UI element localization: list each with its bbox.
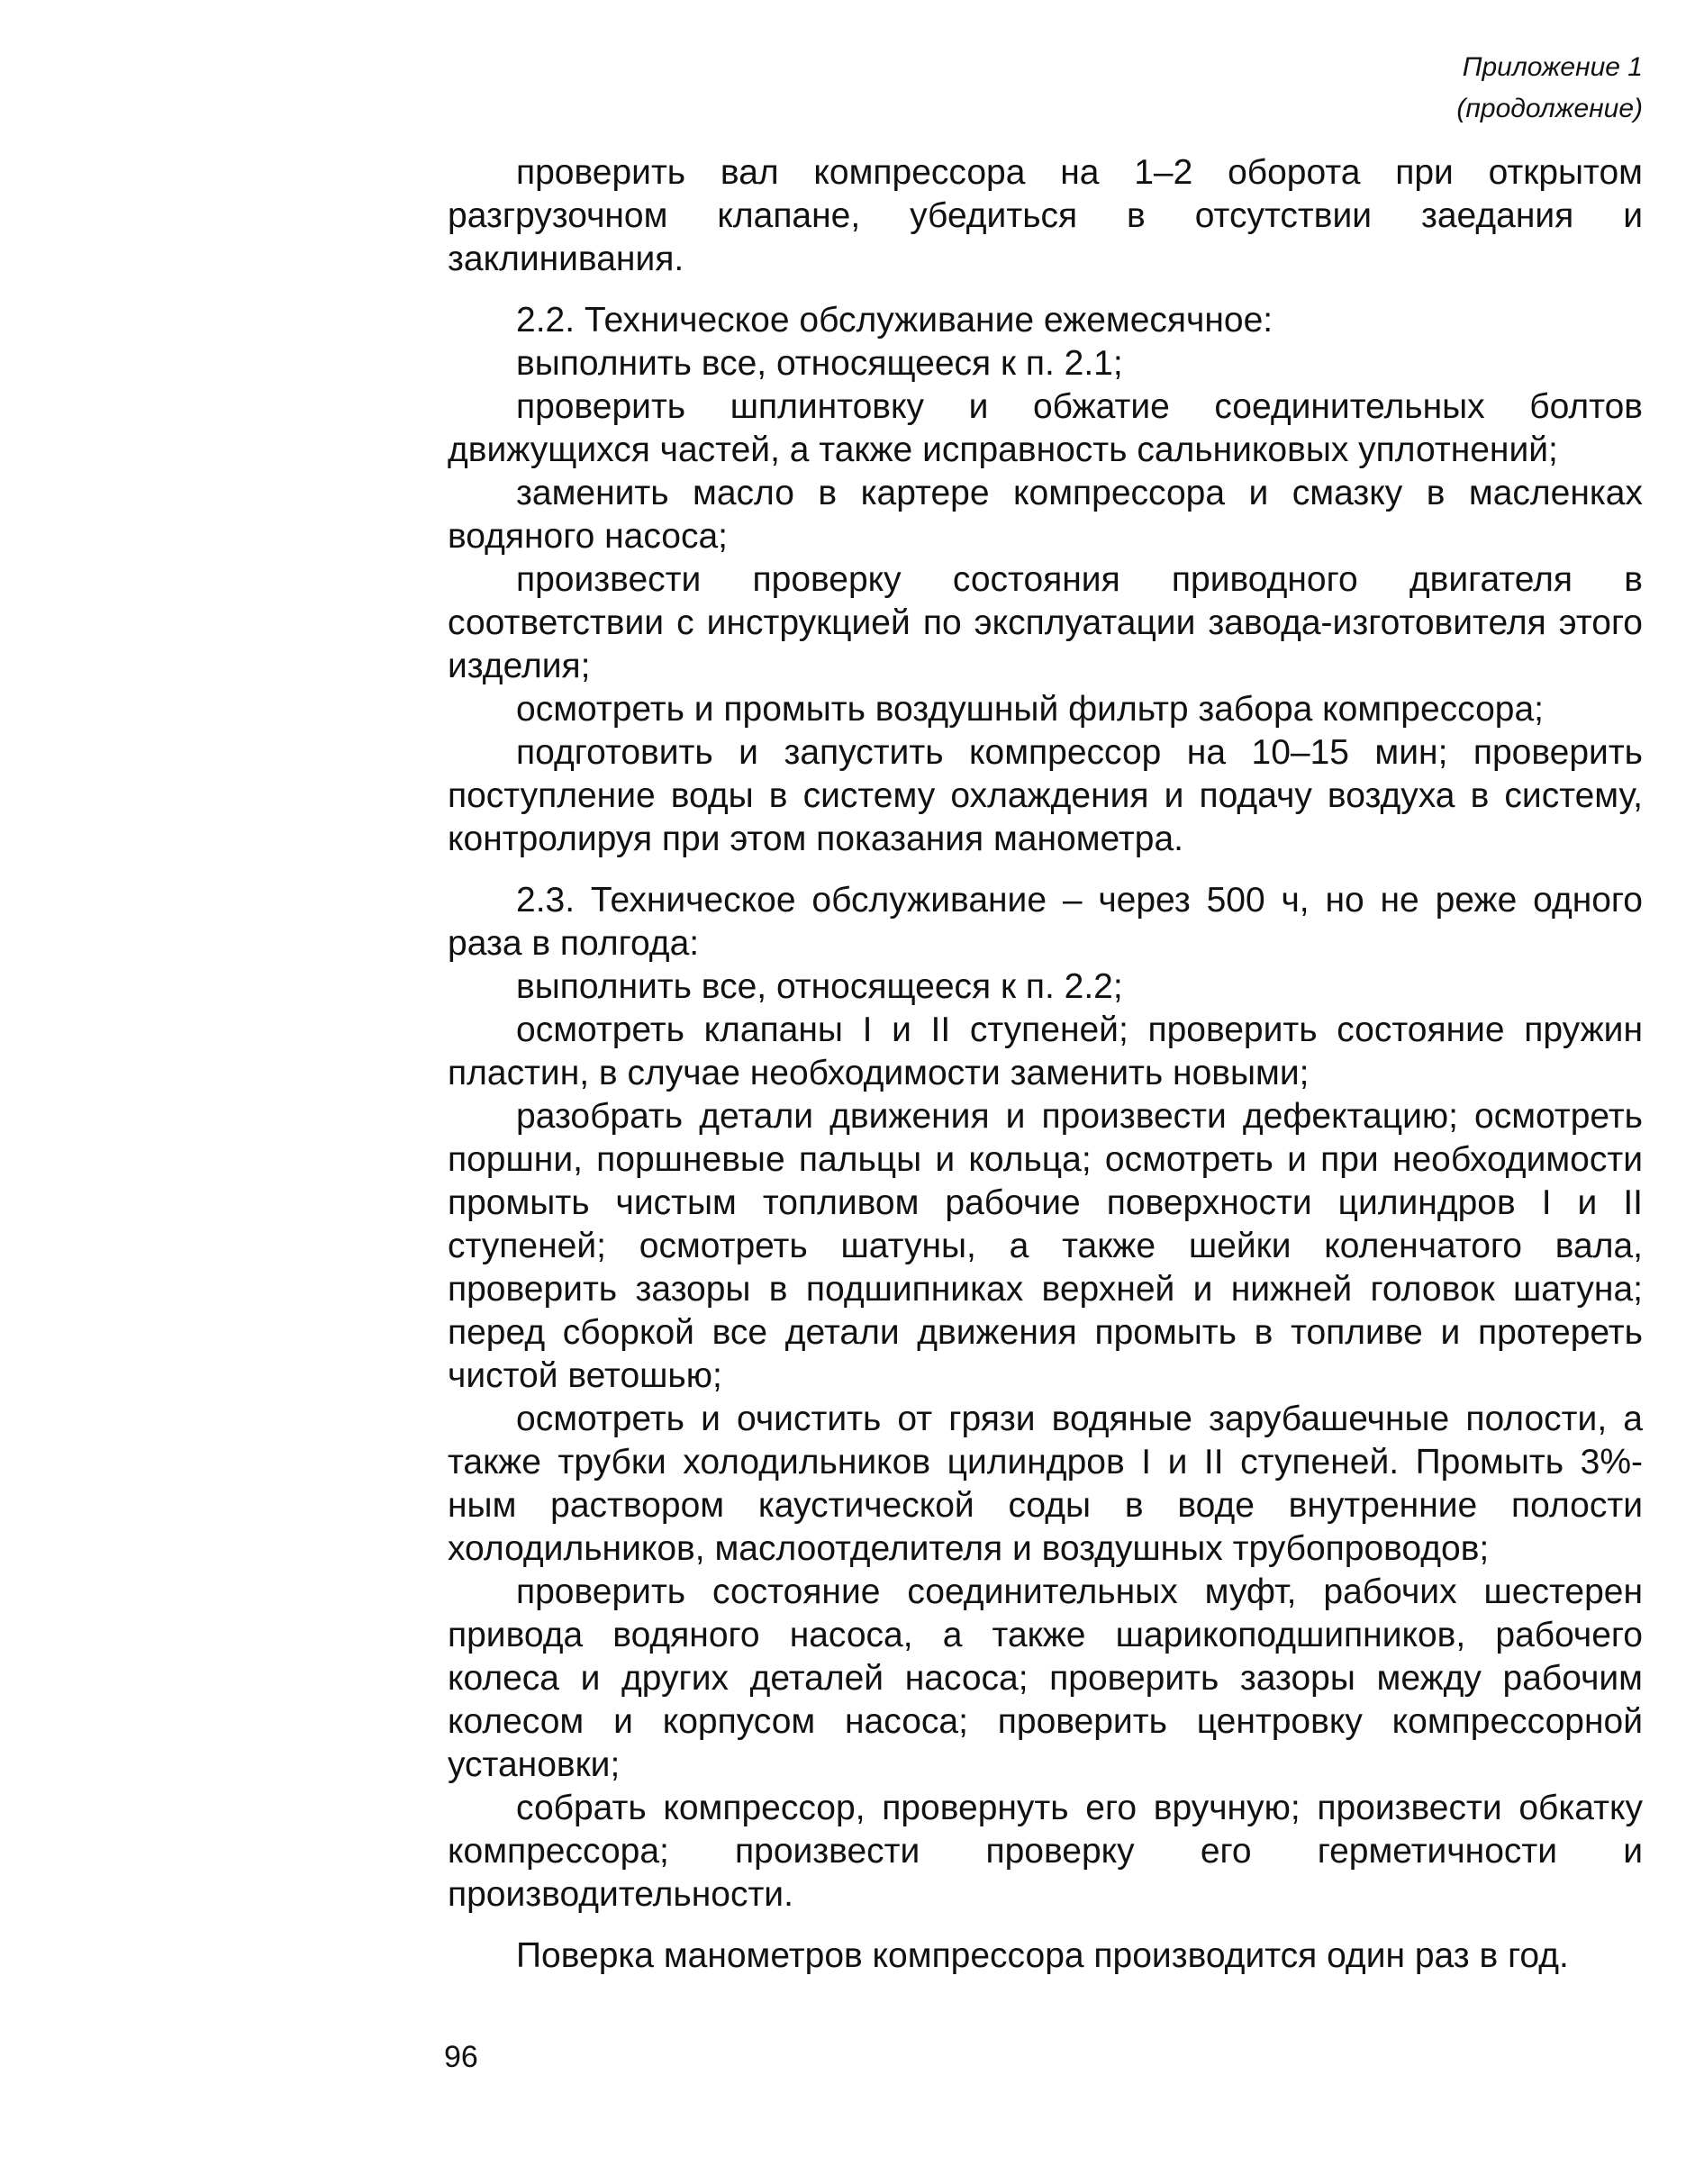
paragraph-6: произвести проверку состояния приводного двигателя в соответствии с инструкцией по эксплуатации завода-изготовителя этого изделия; [448, 560, 1643, 685]
paragraph-5: заменить масло в картере компрессора и смазку в масленках водяного насоса; [448, 474, 1643, 556]
paragraph-10: выполнить все, относящееся к п. 2.2; [516, 967, 1123, 1006]
page-number: 96 [444, 2040, 478, 2074]
paragraph-13: осмотреть и очистить от грязи водяные зарубашечные полости, а также трубки холодильников цилиндров I и II ступеней. Промыть 3%-ным раствором каустической соды в воде внутренние полости холодильников, маслоотделителя и воздушных трубопроводов; [448, 1400, 1643, 1568]
paragraph-4: проверить шплинтовку и обжатие соединительных болтов движущихся частей, а также исправность сальниковых уплотнений; [448, 387, 1643, 469]
paragraph-12: разобрать детали движения и произвести дефектацию; осмотреть поршни, поршневые пальцы и кольца; осмотреть и при необходимости промыть чистым топливом рабочие поверхности цилиндров I и II ступеней; осмотреть шатуны, а также шейки коленчатого вала, проверить зазоры в подшипниках верхней и нижней головок шатуна; перед сборкой все детали движения промыть в топливе и протереть чистой ветошью; [448, 1097, 1643, 1395]
paragraph-15: собрать компрессор, провернуть его вручную; произвести обкатку компрессора; произвести проверку его герметичности и производительности. [448, 1789, 1643, 1914]
paragraph-14: проверить состояние соединительных муфт, рабочих шестерен привода водяного насоса, а также шарикоподшипников, рабочего колеса и других деталей насоса; проверить зазоры между рабочим колесом и корпусом насоса; проверить центровку компрессорной установки; [448, 1572, 1643, 1784]
paragraph-16: Поверка манометров компрессора производится один раз в год. [516, 1936, 1569, 1975]
paragraph-3: выполнить все, относящееся к п. 2.1; [516, 344, 1123, 383]
section-2-2-heading: 2.2. Техническое обслуживание ежемесячное: [516, 301, 1273, 340]
body-text [448, 151, 1643, 1978]
continuation-label: (продолжение) [1456, 94, 1643, 123]
paragraph-11: осмотреть клапаны I и II ступеней; проверить состояние пружин пластин, в случае необходимости заменить новыми; [448, 1010, 1643, 1092]
running-head [1456, 47, 1643, 130]
appendix-label: Приложение 1 [1462, 52, 1643, 82]
paragraph-8: подготовить и запустить компрессор на 10–15 мин; проверить поступление воды в систему охлаждения и подачу воздуха в систему, контролируя при этом показания манометра. [448, 733, 1643, 858]
section-2-3-heading: 2.3. Техническое обслуживание – через 500 ч, но не реже одного раза в полгода: [448, 881, 1643, 963]
paragraph-7: осмотреть и промыть воздушный фильтр забора компрессора; [516, 690, 1545, 729]
paragraph-1: проверить вал компрессора на 1–2 оборота при открытом разгрузочном клапане, убедиться в отсутствии заедания и заклинивания. [448, 153, 1643, 278]
